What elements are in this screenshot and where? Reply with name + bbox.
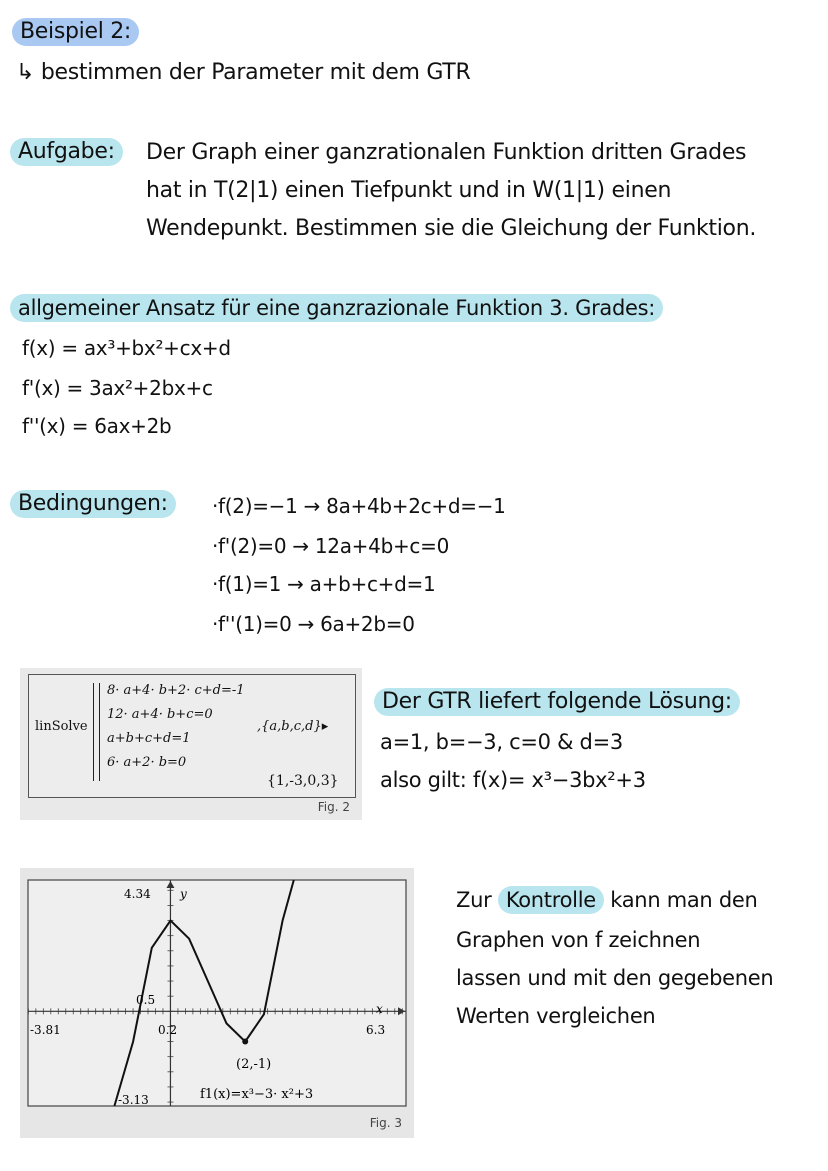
condition-2: ·f'(2)=0 → 12a+4b+c=0 <box>212 534 450 558</box>
task-line-2: hat in T(2|1) einen Tiefpunkt und in W(1|1) einen <box>146 178 672 203</box>
function-label: f1(x)=x³−3· x²+3 <box>200 1087 314 1102</box>
solution-title-wrap <box>374 688 740 716</box>
task-label: Aufgabe: <box>10 138 123 166</box>
xtick-label: 0.2 <box>158 1023 178 1037</box>
note-line-2: Graphen von f zeichnen <box>456 928 701 952</box>
example-heading <box>12 18 139 46</box>
equation-2: 12· a+4· b+c=0 <box>107 707 213 722</box>
solution-title: Der GTR liefert folgende Lösung: <box>374 688 740 716</box>
solution-function: also gilt: f(x)= x³−3bx²+3 <box>380 768 646 792</box>
conditions-label: Bedingungen: <box>10 490 176 518</box>
equation-3: a+b+c+d=1 <box>107 731 191 746</box>
condition-3: ·f(1)=1 → a+b+c+d=1 <box>212 572 436 596</box>
linsolve-command: linSolve <box>35 719 88 734</box>
note-highlight: Kontrolle <box>498 886 604 914</box>
note-line-3: lassen und mit den gegebenen <box>456 966 774 990</box>
ansatz-title: allgemeiner Ansatz für eine ganzrazionale Funktion 3. Grades: <box>10 294 663 322</box>
task-line-1: Der Graph einer ganzrationalen Funktion dritten Grades <box>146 140 747 165</box>
ymin-label: -3.13 <box>118 1093 149 1107</box>
linsolve-result: {1,-3,0,3} <box>267 773 339 789</box>
linsolve-screen <box>28 674 356 798</box>
ansatz-title-wrap <box>10 294 663 322</box>
figure-2-caption: Fig. 2 <box>317 800 350 814</box>
ytick-label: 0.5 <box>136 993 156 1007</box>
figure-3-caption: Fig. 3 <box>369 1116 402 1130</box>
figure-3-graph <box>20 868 414 1138</box>
task-label-wrap <box>10 138 123 166</box>
conditions-label-wrap <box>10 490 176 518</box>
system-brace-outer <box>93 683 97 781</box>
ansatz-f-prime: f'(x) = 3ax²+2bx+c <box>22 376 213 400</box>
ansatz-f-double-prime: f''(x) = 6ax+2b <box>22 414 172 438</box>
equation-1: 8· a+4· b+2· c+d=-1 <box>107 683 245 698</box>
graph-frame <box>28 880 406 1106</box>
xmin-label: -3.81 <box>30 1023 61 1037</box>
figure-2-linsolve <box>20 668 362 820</box>
solution-values: a=1, b=−3, c=0 & d=3 <box>380 730 623 754</box>
note-line-1 <box>456 886 757 914</box>
function-graph <box>20 868 414 1138</box>
note-before: Zur <box>456 888 492 912</box>
system-brace-inner <box>99 683 103 781</box>
condition-1: ·f(2)=−1 → 8a+4b+2c+d=−1 <box>212 494 506 518</box>
variable-list: ,{a,b,c,d}▸ <box>257 719 329 734</box>
example-title: Beispiel 2: <box>12 18 139 46</box>
x-axis-label: x <box>376 1002 383 1016</box>
note-line-4: Werten vergleichen <box>456 1004 656 1028</box>
task-line-3: Wendepunkt. Bestimmen sie die Gleichung der Funktion. <box>146 216 757 241</box>
ymax-label: 4.34 <box>124 887 151 901</box>
condition-4: ·f''(1)=0 → 6a+2b=0 <box>212 612 415 636</box>
data-point-minimum <box>242 1039 248 1045</box>
xmax-label: 6.3 <box>366 1023 386 1037</box>
equation-4: 6· a+2· b=0 <box>107 755 187 770</box>
note-after: kann man den <box>610 888 758 912</box>
y-axis-label: y <box>180 887 187 901</box>
point-label: (2,-1) <box>236 1057 272 1072</box>
example-subtitle: ↳ bestimmen der Parameter mit dem GTR <box>16 60 471 85</box>
ansatz-f: f(x) = ax³+bx²+cx+d <box>22 336 231 360</box>
